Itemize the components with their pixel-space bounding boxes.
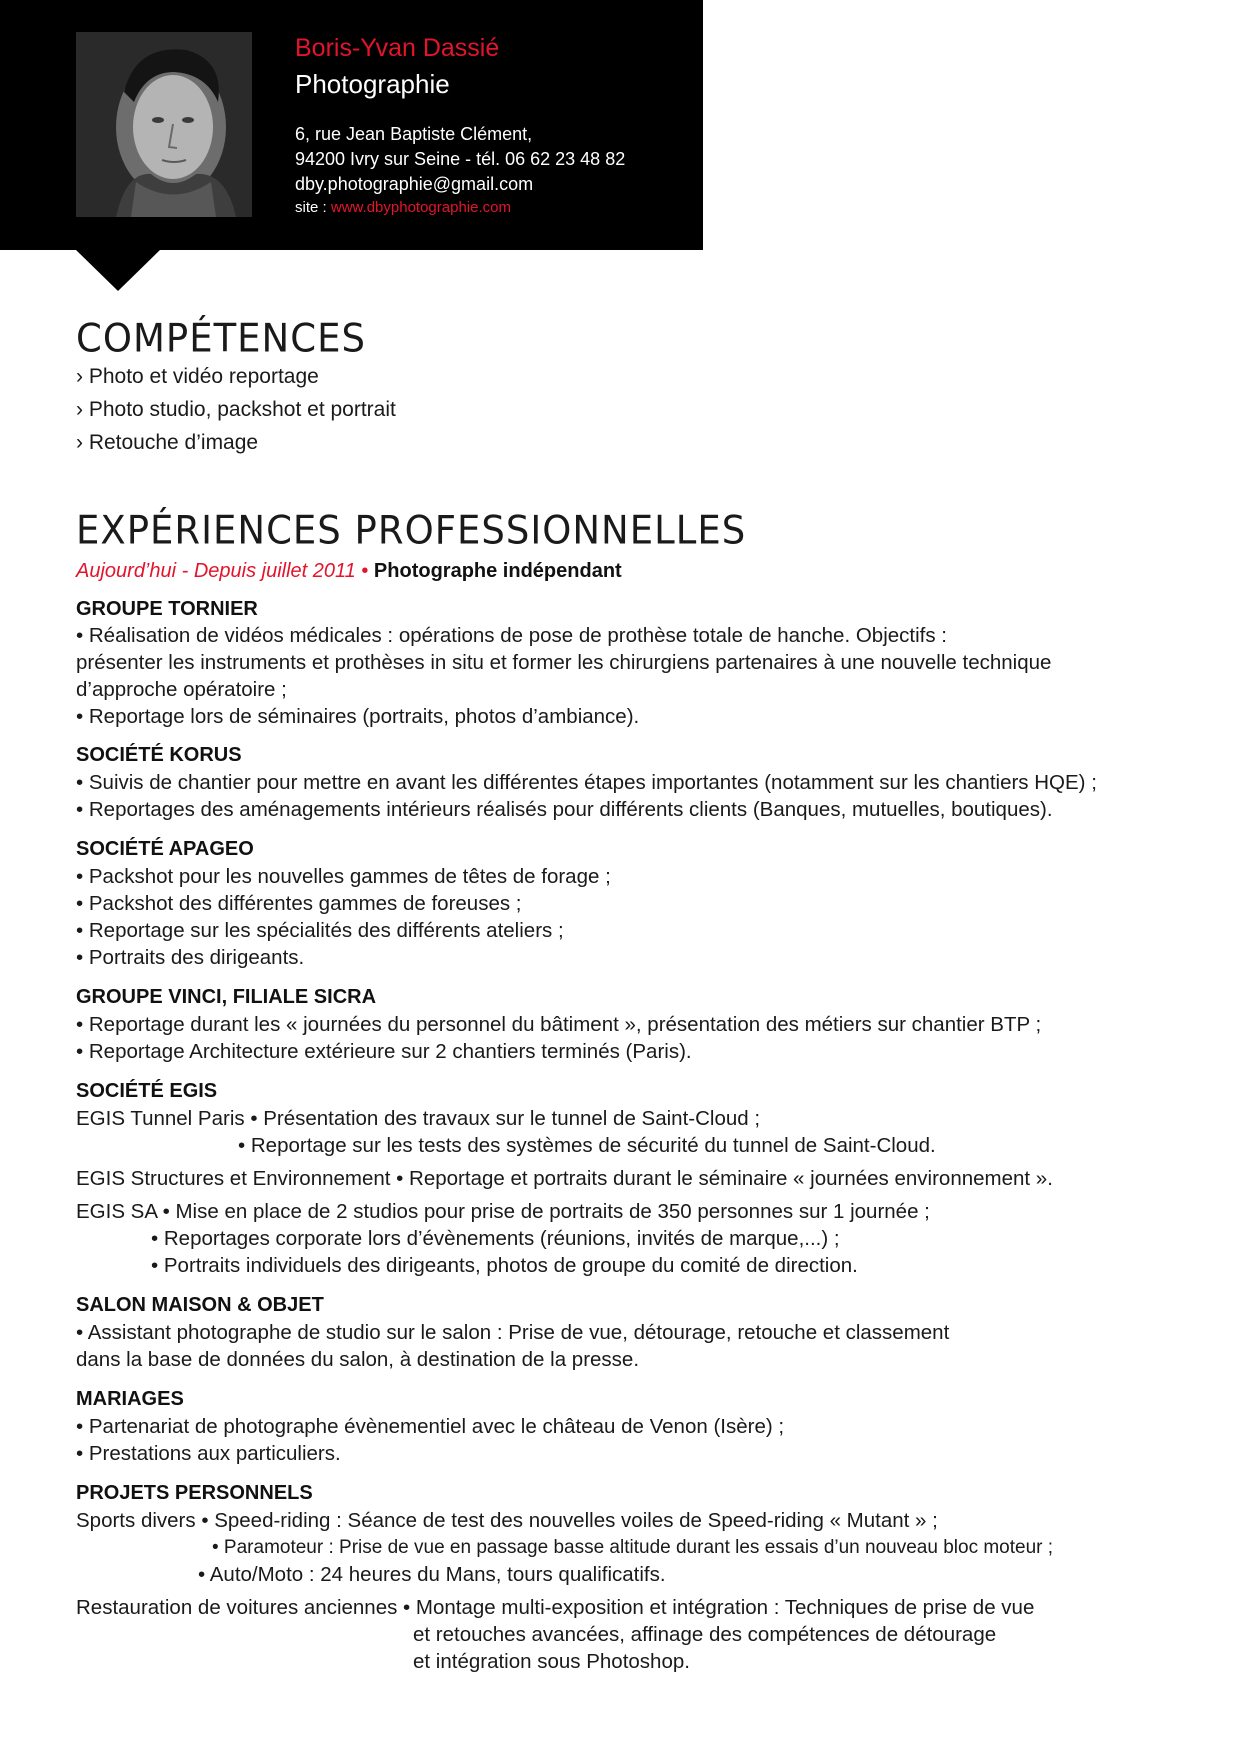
experience-line: d’approche opératoire ; (76, 678, 287, 701)
experience-line: • Reportage sur les spécialités des différents ateliers ; (76, 919, 564, 942)
skill-item: › Photo et vidéo reportage (76, 365, 319, 388)
experience-line: et retouches avancées, affinage des compétences de détourage (413, 1623, 997, 1646)
portrait-photo (76, 32, 252, 217)
period-dates: Aujourd’hui - Depuis juillet 2011 (76, 560, 356, 582)
experience-line: • Reportages des aménagements intérieurs réalisés pour différents clients (Banques, mutuelles, boutiques). (76, 798, 1053, 821)
experience-line: dans la base de données du salon, à destination de la presse. (76, 1348, 640, 1371)
experience-line: • Portraits individuels des dirigeants, photos de groupe du comité de direction. (151, 1254, 858, 1277)
experience-line: • Reportage lors de séminaires (portraits, photos d’ambiance). (76, 705, 640, 728)
experience-line: • Partenariat de photographe évènementiel avec le château de Venon (Isère) ; (76, 1415, 785, 1438)
profession: Photographie (295, 69, 450, 99)
company-heading: SOCIÉTÉ APAGEO (76, 838, 254, 860)
experience-line: • Auto/Moto : 24 heures du Mans, tours qualificatifs. (198, 1563, 666, 1586)
experience-line: • Reportages corporate lors d’évènements (réunions, invités de marque,...) ; (151, 1227, 840, 1250)
experience-line: • Reportage durant les « journées du personnel du bâtiment », présentation des métiers sur chantier BTP ; (76, 1013, 1042, 1036)
company-heading: SOCIÉTÉ EGIS (76, 1080, 218, 1102)
address-line-2: 94200 Ivry sur Seine - tél. 06 62 23 48 82 (295, 149, 626, 169)
experience-line: • Suivis de chantier pour mettre en avant les différentes étapes importantes (notamment sur les chantiers HQE) ; (76, 771, 1097, 794)
period-separator: • (355, 560, 374, 582)
job-title: Photographe indépendant (373, 560, 622, 582)
experience-line: • Réalisation de vidéos médicales : opérations de pose de prothèse totale de hanche. Objectifs : (76, 624, 947, 647)
website-link[interactable]: www.dbyphotographie.com (330, 199, 511, 216)
experience-line: • Reportage sur les tests des systèmes de sécurité du tunnel de Saint-Cloud. (238, 1134, 936, 1157)
company-heading: MARIAGES (76, 1388, 184, 1410)
experience-line: • Assistant photographe de studio sur le salon : Prise de vue, détourage, retouche et classement (76, 1321, 950, 1344)
experience-title: EXPÉRIENCES PROFESSIONNELLES (76, 508, 747, 554)
experience-line: et intégration sous Photoshop. (413, 1650, 690, 1673)
experience-line: EGIS Structures et Environnement • Reportage et portraits durant le séminaire « journées environnement ». (76, 1167, 1053, 1190)
experience-line: • Reportage Architecture extérieure sur 2 chantiers terminés (Paris). (76, 1040, 692, 1063)
skill-item: › Photo studio, packshot et portrait (76, 398, 396, 421)
experience-line: • Portraits des dirigeants. (76, 946, 305, 969)
experience-line: • Paramoteur : Prise de vue en passage basse altitude durant les essais d’un nouveau bloc moteur ; (212, 1537, 1054, 1558)
company-heading: GROUPE VINCI, FILIALE SICRA (76, 986, 377, 1008)
address-line-1: 6, rue Jean Baptiste Clément, (295, 124, 533, 144)
skills-title: COMPÉTENCES (76, 316, 366, 362)
current-position (76, 560, 622, 583)
experience-line: • Packshot des différentes gammes de foreuses ; (76, 892, 522, 915)
header-banner (0, 0, 703, 250)
email[interactable]: dby.photographie@gmail.com (295, 174, 534, 194)
skill-item: › Retouche d’image (76, 431, 259, 454)
company-heading: SOCIÉTÉ KORUS (76, 744, 242, 766)
company-heading: PROJETS PERSONNELS (76, 1482, 313, 1504)
site-label: site : (295, 199, 331, 216)
person-name: Boris-Yvan Dassié (295, 34, 500, 62)
header-pointer (75, 249, 161, 291)
company-heading: GROUPE TORNIER (76, 598, 258, 620)
experience-line: EGIS Tunnel Paris • Présentation des travaux sur le tunnel de Saint-Cloud ; (76, 1107, 761, 1130)
experience-line: • Packshot pour les nouvelles gammes de têtes de forage ; (76, 865, 611, 888)
experience-line: • Prestations aux particuliers. (76, 1442, 341, 1465)
company-heading: SALON MAISON & OBJET (76, 1294, 324, 1316)
website-line (295, 199, 511, 216)
experience-line: EGIS SA • Mise en place de 2 studios pour prise de portraits de 350 personnes sur 1 journée ; (76, 1200, 930, 1223)
experience-line: présenter les instruments et prothèses in situ et former les chirurgiens partenaires à une nouvelle technique (76, 651, 1052, 674)
experience-line: Restauration de voitures anciennes • Montage multi-exposition et intégration : Techniques de prise de vue (76, 1596, 1035, 1619)
experience-line: Sports divers • Speed-riding : Séance de test des nouvelles voiles de Speed-riding « Mutant » ; (76, 1509, 938, 1532)
